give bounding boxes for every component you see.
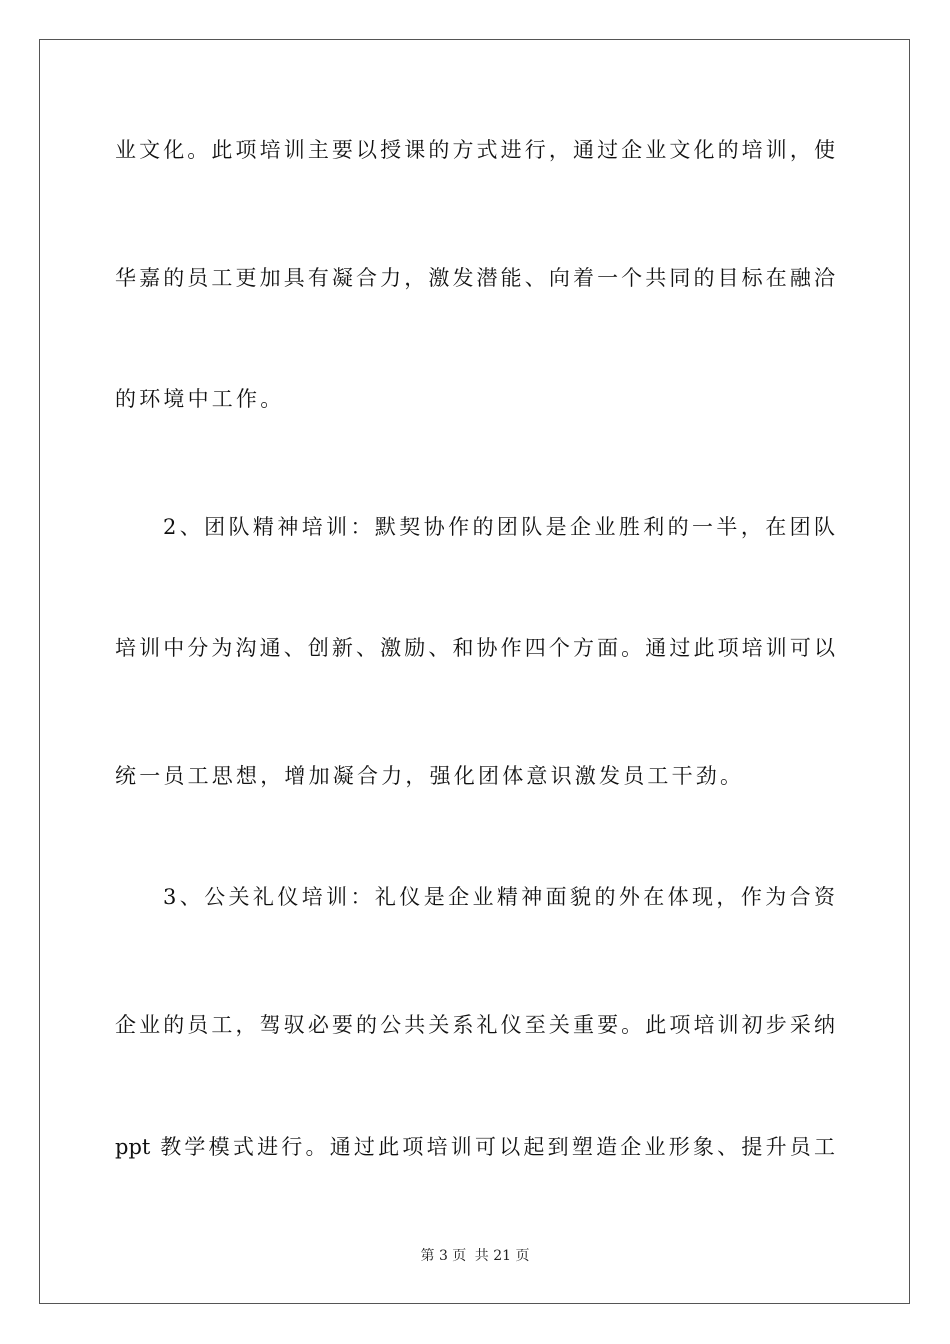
body-line: 培训中分为沟通、创新、激励、和协作四个方面。通过此项培训可以 [115,636,835,660]
page-frame [39,39,910,1304]
page-total: 共 21 页 [474,1248,530,1264]
paragraph-start-line: 3、公关礼仪培训：礼仪是企业精神面貌的外在体现，作为合资 [163,885,835,909]
body-line: 企业的员工，驾驭必要的公共关系礼仪至关重要。此项培训初步采纳 [115,1013,835,1037]
page-number: 第 3 页 [420,1248,467,1264]
body-line: 华嘉的员工更加具有凝合力，激发潜能、向着一个共同的目标在融洽 [115,266,835,290]
body-line: 业文化。此项培训主要以授课的方式进行，通过企业文化的培训，使 [115,138,835,162]
page-footer [0,1246,950,1266]
body-line: ppt 教学模式进行。通过此项培训可以起到塑造企业形象、提升员工 [115,1135,835,1159]
body-line: 统一员工思想，增加凝合力，强化团体意识激发员工干劲。 [115,764,745,788]
paragraph-start-line: 2、团队精神培训：默契协作的团队是企业胜利的一半，在团队 [163,515,835,539]
body-line: 的环境中工作。 [115,387,285,411]
